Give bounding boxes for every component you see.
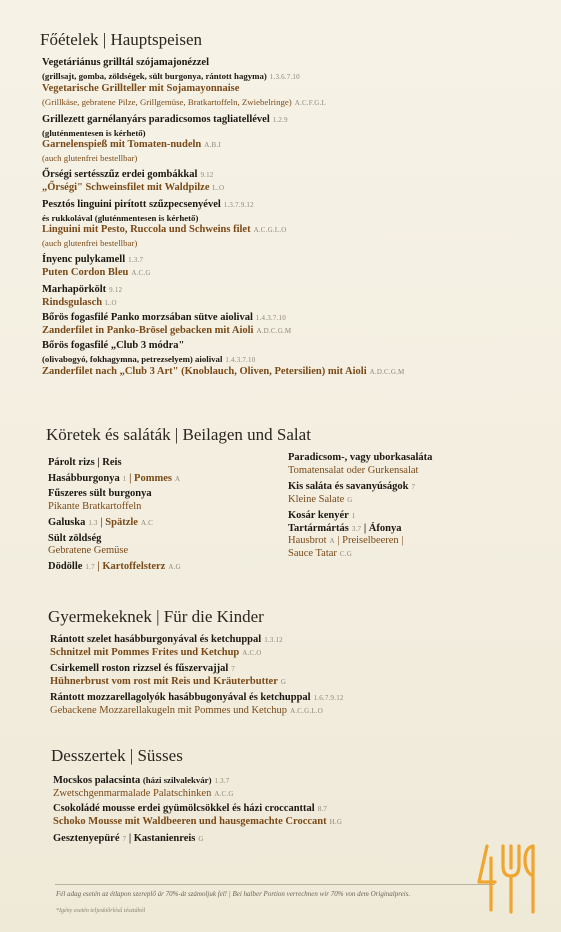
allergen-codes: L.O (105, 298, 117, 307)
list-item (48, 533, 278, 558)
item-detail-de: (auch glutenfrei bestellbar) (42, 152, 138, 163)
allergen-codes: A.D.C.G.M (256, 326, 292, 335)
fork-cutlery-logo-icon (473, 838, 545, 918)
item-detail-hu: (gluténmentesen is kérhető) (42, 127, 146, 138)
list-item (42, 114, 542, 164)
list-item (42, 312, 542, 337)
sides-left-column (48, 457, 278, 573)
allergen-codes: 1.4.3.7.10 (255, 314, 286, 322)
item-detail-hu: és rukkolával (gluténmentesen is kérhető) (42, 212, 199, 223)
allergen-codes: 8.7 (317, 805, 328, 813)
item-name-de: Kleine Salate G (288, 493, 353, 505)
item-name-de: Rindsgulasch L.O (42, 296, 117, 308)
sides-right-column (288, 452, 548, 560)
list-item (48, 488, 278, 513)
item-name-de: Hühnerbrust vom rost mit Reis und Kräuterbutter G (50, 675, 287, 687)
allergen-codes: 7 (231, 665, 235, 673)
wholegrain-note: *Igény esetén teljeskiőrlésű tésztából (56, 908, 146, 914)
item-name-hu: Pesztós linguini pirított szűzpecsenyével 1.3.7.9.12 (42, 199, 254, 210)
list-item: Hausbrot A | Preiselbeeren | (288, 535, 404, 546)
item-detail-de: (Grillkäse, gebratene Pilze, Grillgemüse, Bratkartoffeln, Zwiebelringe) A.C.F.G.L (42, 96, 326, 107)
list-item: Hasábburgonya 1 | Pommes A (48, 472, 181, 484)
list-item (53, 774, 553, 800)
allergen-codes: A.C.G (131, 268, 151, 277)
section-title: Főételek | Hauptspeisen (40, 30, 203, 49)
section-title: Köretek és saláták | Beilagen und Salat (46, 425, 311, 444)
item-name-hu: Őrségi sertésszűz erdei gombákkal 9.12 (42, 169, 214, 180)
list-item (288, 452, 548, 477)
list-item (42, 340, 542, 379)
item-name-hu: Sült zöldség (48, 532, 102, 544)
allergen-codes: A.B.I (204, 141, 221, 149)
allergen-codes: 1.3.7 (128, 256, 144, 264)
allergen-codes: 3.7 (351, 524, 362, 533)
allergen-codes: 1 (122, 474, 127, 483)
section-title: Desszertek | Süsses (51, 746, 183, 765)
allergen-codes: 1.3.7.9.12 (223, 201, 254, 209)
allergen-codes: 1.4.3.7.10 (225, 355, 256, 364)
item-name-hu: Gesztenyepüré 7 | Kastanienreis G (53, 833, 204, 844)
item-name-de: Garnelenspieß mit Tomaten-nudeln A.B.I (42, 139, 221, 150)
item-name-de: Linguini mit Pesto, Ruccola und Schweins filet A.C.G.L.O (42, 224, 287, 235)
allergen-codes: A (174, 474, 181, 483)
item-detail-de: (auch glutenfrei bestellbar) (42, 237, 138, 248)
allergen-codes: 1.3.7 (214, 777, 230, 785)
item-name-de: Vegetarische Grillteller mit Sojamayonnaise (42, 83, 240, 94)
item-name-de: Puten Cordon Bleu A.C.G (42, 266, 151, 278)
list-item (53, 803, 553, 828)
allergen-codes: 1 (351, 512, 356, 520)
item-name-de: Schoko Mousse mit Waldbeeren und hausgemachte Croccant H.G (53, 815, 343, 827)
item-name-de: Zanderfilet in Panko-Brösel gebacken mit Aioli A.D.C.G.M (42, 324, 292, 336)
allergen-codes: 7 (122, 835, 127, 843)
allergen-codes: A.C.G.L.O (253, 226, 287, 234)
item-name-hu: Bőrös fogasfilé Panko morzsában sütve aiolival 1.4.3.7.10 (42, 312, 286, 323)
item-name-de: Zanderfilet nach „Club 3 Art" (Knoblauch, Oliven, Petersilien) mit Aioli A.D.C.G.M (42, 366, 405, 377)
item-name-hu: Grillezett garnélanyárs paradicsomos tagliatellével 1.2.9 (42, 114, 288, 125)
list-item (50, 634, 550, 659)
item-detail-hu: (grillsajt, gomba, zöldségek, sült burgonya, rántott hagyma) 1.3.6.7.10 (42, 70, 300, 81)
list-item (50, 692, 550, 717)
item-name-hu: Rántott szelet hasábburgonyával és ketchuppal 1.3.12 (50, 634, 283, 645)
allergen-codes: A (329, 537, 335, 545)
item-name-hu: Ínyenc pulykamell 1.3.7 (42, 254, 144, 265)
allergen-codes: A.C (140, 519, 154, 527)
list-item: Párolt rizs | Reis (48, 457, 122, 468)
item-name-hu: Csirkemell roston rizzsel és fűszervajjal 7 (50, 663, 235, 674)
allergen-codes: G (198, 835, 204, 843)
list-item (42, 284, 542, 309)
allergen-codes: 1.7 (85, 562, 95, 571)
list-item (42, 254, 542, 279)
list-item (50, 663, 550, 688)
item-name-hu: Vegetáriánus grilltál szójamajonézzel (42, 57, 209, 68)
allergen-codes: H.G (329, 817, 343, 826)
list-item: Tartármártás 3.7 | Áfonya (288, 522, 402, 534)
item-name-de: Tomatensalat oder Gurkensalat (288, 464, 419, 476)
allergen-codes: L.O (212, 183, 225, 192)
item-name-de: Zwetschgenmarmalade Palatschinken A.C.G (53, 787, 234, 799)
allergen-codes: 9.12 (200, 171, 214, 179)
kids-list (50, 634, 550, 720)
allergen-codes: A.C.O (242, 648, 262, 657)
allergen-codes: 1.2.9 (272, 116, 288, 124)
item-name-de: Gebackene Mozzarellakugeln mit Pommes und Ketchup A.C.G.L.O (50, 704, 323, 716)
list-item (42, 169, 542, 194)
list-item (42, 57, 542, 109)
item-name-de: „Őrségi" Schweinsfilet mit Waldpilze L.O (42, 181, 225, 193)
section-title: Gyermekeknek | Für die Kinder (48, 607, 264, 626)
list-item: Sauce Tatar C.G (288, 547, 352, 559)
item-name-hu: Rántott mozzarellagolyók hasábbugonyával és ketchuppal 1.6.7.9.12 (50, 692, 344, 703)
item-detail-hu: (olivabogyó, fokhagymna, petrezselyem) aiolival 1.4.3.7.10 (42, 353, 256, 364)
allergen-codes: 1.3.12 (264, 636, 283, 644)
item-name-de: Gebratene Gemüse (48, 545, 129, 556)
list-item: Galuska 1.3 | Spätzle A.C (48, 517, 154, 528)
item-name-hu: Fűszeres sült burgonya (48, 488, 152, 499)
item-name-de: Schnitzel mit Pommes Frites und Ketchup A.C.O (50, 646, 262, 658)
allergen-codes: A.C.F.G.L (294, 98, 326, 107)
allergen-codes: 9.12 (109, 286, 123, 294)
list-item: Dödölle 1.7 | Kartoffelsterz A.G (48, 560, 181, 572)
item-name-hu: Paradicsom-, vagy uborkasaláta (288, 452, 433, 463)
allergen-codes: A.D.C.G.M (369, 368, 405, 376)
item-name-hu: Bőrös fogasfilé „Club 3 módra" (42, 340, 185, 351)
list-item (42, 199, 542, 249)
item-name-hu: Marhapörkölt 9.12 (42, 284, 123, 295)
allergen-codes: 1.6.7.9.12 (313, 694, 344, 702)
list-item: Kosár kenyér 1 (288, 510, 356, 521)
allergen-codes: A.C.G.L.O (290, 706, 323, 715)
allergen-codes: G (280, 677, 287, 686)
half-portion-note: Fél adag esetén az étlapon szereplő ár 70%-át számoljuk fel! | Bei halber Portion verrechnen wir 70% von dem Originalpreis. (56, 890, 411, 898)
item-name-de: Pikante Bratkartoffeln (48, 500, 142, 512)
allergen-codes: 1.3.6.7.10 (269, 72, 300, 81)
allergen-codes: A.C.G (214, 789, 234, 798)
item-name-hu: Mocskos palacsinta (házi szilvalekvár) 1.3.7 (53, 775, 230, 786)
allergen-codes: 1.3 (88, 519, 98, 527)
allergen-codes: 7 (411, 483, 416, 491)
main-course-list (42, 57, 542, 382)
list-item (288, 481, 548, 506)
footer-divider (55, 884, 495, 885)
allergen-codes: A.G (168, 562, 181, 571)
allergen-codes: C.G (339, 549, 352, 558)
item-name-hu: Kis saláta és savanyúságok 7 (288, 481, 416, 492)
allergen-codes: G (347, 495, 353, 504)
item-name-hu: Csokoládé mousse erdei gyümölcsökkel és házi croccanttal 8.7 (53, 803, 328, 814)
